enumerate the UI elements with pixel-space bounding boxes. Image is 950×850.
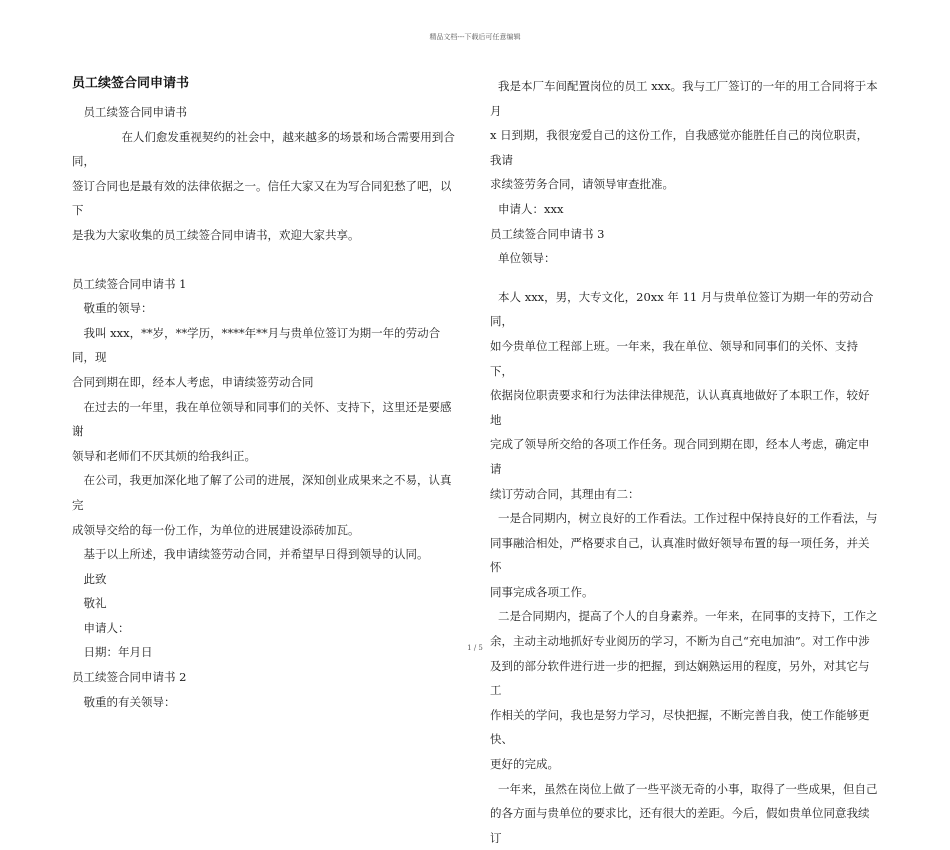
page-number: 1 / 5 — [467, 644, 483, 652]
letter2-heading: 员工续签合同申请书 2 — [72, 670, 187, 685]
letter2-applicant: 申请人：xxx — [498, 201, 564, 216]
letter3-line: 一年来，虽然在岗位上做了一些平淡无奇的小事，取得了一些成果，但自己 — [498, 781, 878, 796]
letter2-line: 求续签劳务合同，请领导审查批准。 — [490, 177, 674, 192]
letter3-line: 续订劳动合同，其理由有二： — [490, 486, 640, 501]
letter3-line: 依据岗位职责要求和行为法律法律规范，认认真真地做好了本职工作，较好地 — [490, 388, 870, 427]
letter1-line: 在过去的一年里，我在单位领导和同事们的关怀、支持下，这里还是要感谢 — [72, 399, 452, 439]
letter3-line: 的各方面与贵单位的要求比，还有很大的差距。今后，假如贵单位同意我续订 — [490, 806, 870, 845]
letter1-closing: 此致 — [83, 571, 107, 586]
letter3-line: 作相关的学问，我也是努力学习，尽快把握，不断完善自我，使工作能够更快、 — [490, 707, 870, 747]
letter1-date: 日期：年月日 — [83, 645, 153, 660]
letter3-line: 同事融洽相处，严格要求自己，认真准时做好领导布置的每一项任务，并关怀 — [490, 535, 870, 575]
letter3-line: 同事完成各项工作。 — [490, 584, 594, 599]
letter2-line: x 日到期，我很宠爱自己的这份工作，自我感觉亦能胜任自己的岗位职责，我请 — [490, 128, 869, 167]
letter1-closing: 敬礼 — [83, 596, 107, 611]
right-column — [490, 74, 878, 850]
left-column — [72, 74, 460, 714]
letter1-line: 我叫 xxx，**岁，**学历，****年**月与贵单位签订为期一年的劳动合同，现 — [72, 325, 441, 365]
letter1-line: 基于以上所述，我申请续签劳动合同，并希望早日得到领导的认同。 — [83, 547, 429, 562]
letter3-line: 及到的部分软件进行进一步的把握，到达娴熟运用的程度，另外，对其它与工 — [490, 658, 870, 698]
letter3-line: 余，主动主动地抓好专业阅历的学习，不断为自己“充电加油”。对工作中涉 — [490, 634, 870, 649]
letter3-line: 更好的完成。 — [490, 757, 559, 772]
letter1-salutation: 敬重的领导： — [83, 301, 153, 316]
subtitle: 员工续签合同申请书 — [83, 105, 187, 119]
letter1-line: 成领导交给的每一份工作，为单位的进展建设添砖加瓦。 — [72, 522, 360, 537]
letter1-applicant: 申请人： — [83, 620, 130, 635]
letter3-line: 二是合同期内，提高了个人的自身素养。一年来，在同事的支持下，工作之 — [498, 609, 878, 624]
letter2-salutation: 敬重的有关领导： — [83, 694, 176, 709]
document-title: 员工续签合同申请书 — [72, 76, 190, 91]
letter3-line: 如今贵单位工程部上班。一年来，我在单位、领导和同事们的关怀、支持下， — [490, 338, 858, 378]
intro-line: 在人们愈发重视契约的社会中，越来越多的场景和场合需要用到合同， — [72, 129, 455, 169]
letter3-salutation: 单位领导： — [498, 251, 556, 266]
letter3-line: 完成了领导所交给的各项工作任务。现合同到期在即，经本人考虑，确定申请 — [490, 437, 870, 476]
letter3-heading: 员工续签合同申请书 3 — [490, 226, 605, 241]
letter1-line: 合同到期在即，经本人考虑，申请续签劳动合同 — [72, 374, 314, 389]
letter3-line: 一是合同期内，树立良好的工作看法。工作过程中保持良好的工作看法，与 — [498, 511, 878, 526]
letter1-line: 在公司，我更加深化地了解了公司的进展，深知创业成果来之不易，认真完 — [72, 473, 452, 512]
intro-line: 是我为大家收集的员工续签合同申请书，欢迎大家共享。 — [72, 227, 360, 242]
letter1-line: 领导和老师们不厌其烦的给我纠正。 — [72, 448, 256, 463]
page-header: 精品文档---下载后可任意编辑 — [429, 33, 521, 41]
letter3-line: 本人 xxx，男，大专文化，20xx 年 11 月与贵单位签订为期一年的劳动合同， — [490, 289, 874, 329]
letter1-heading: 员工续签合同申请书 1 — [72, 276, 187, 291]
letter2-line: 我是本厂车间配置岗位的员工 xxx。我与工厂签订的一年的用工合同将于本月 — [490, 79, 878, 118]
intro-line: 签订合同也是最有效的法律依据之一。信任大家又在为写合同犯愁了吧，以下 — [72, 178, 452, 218]
